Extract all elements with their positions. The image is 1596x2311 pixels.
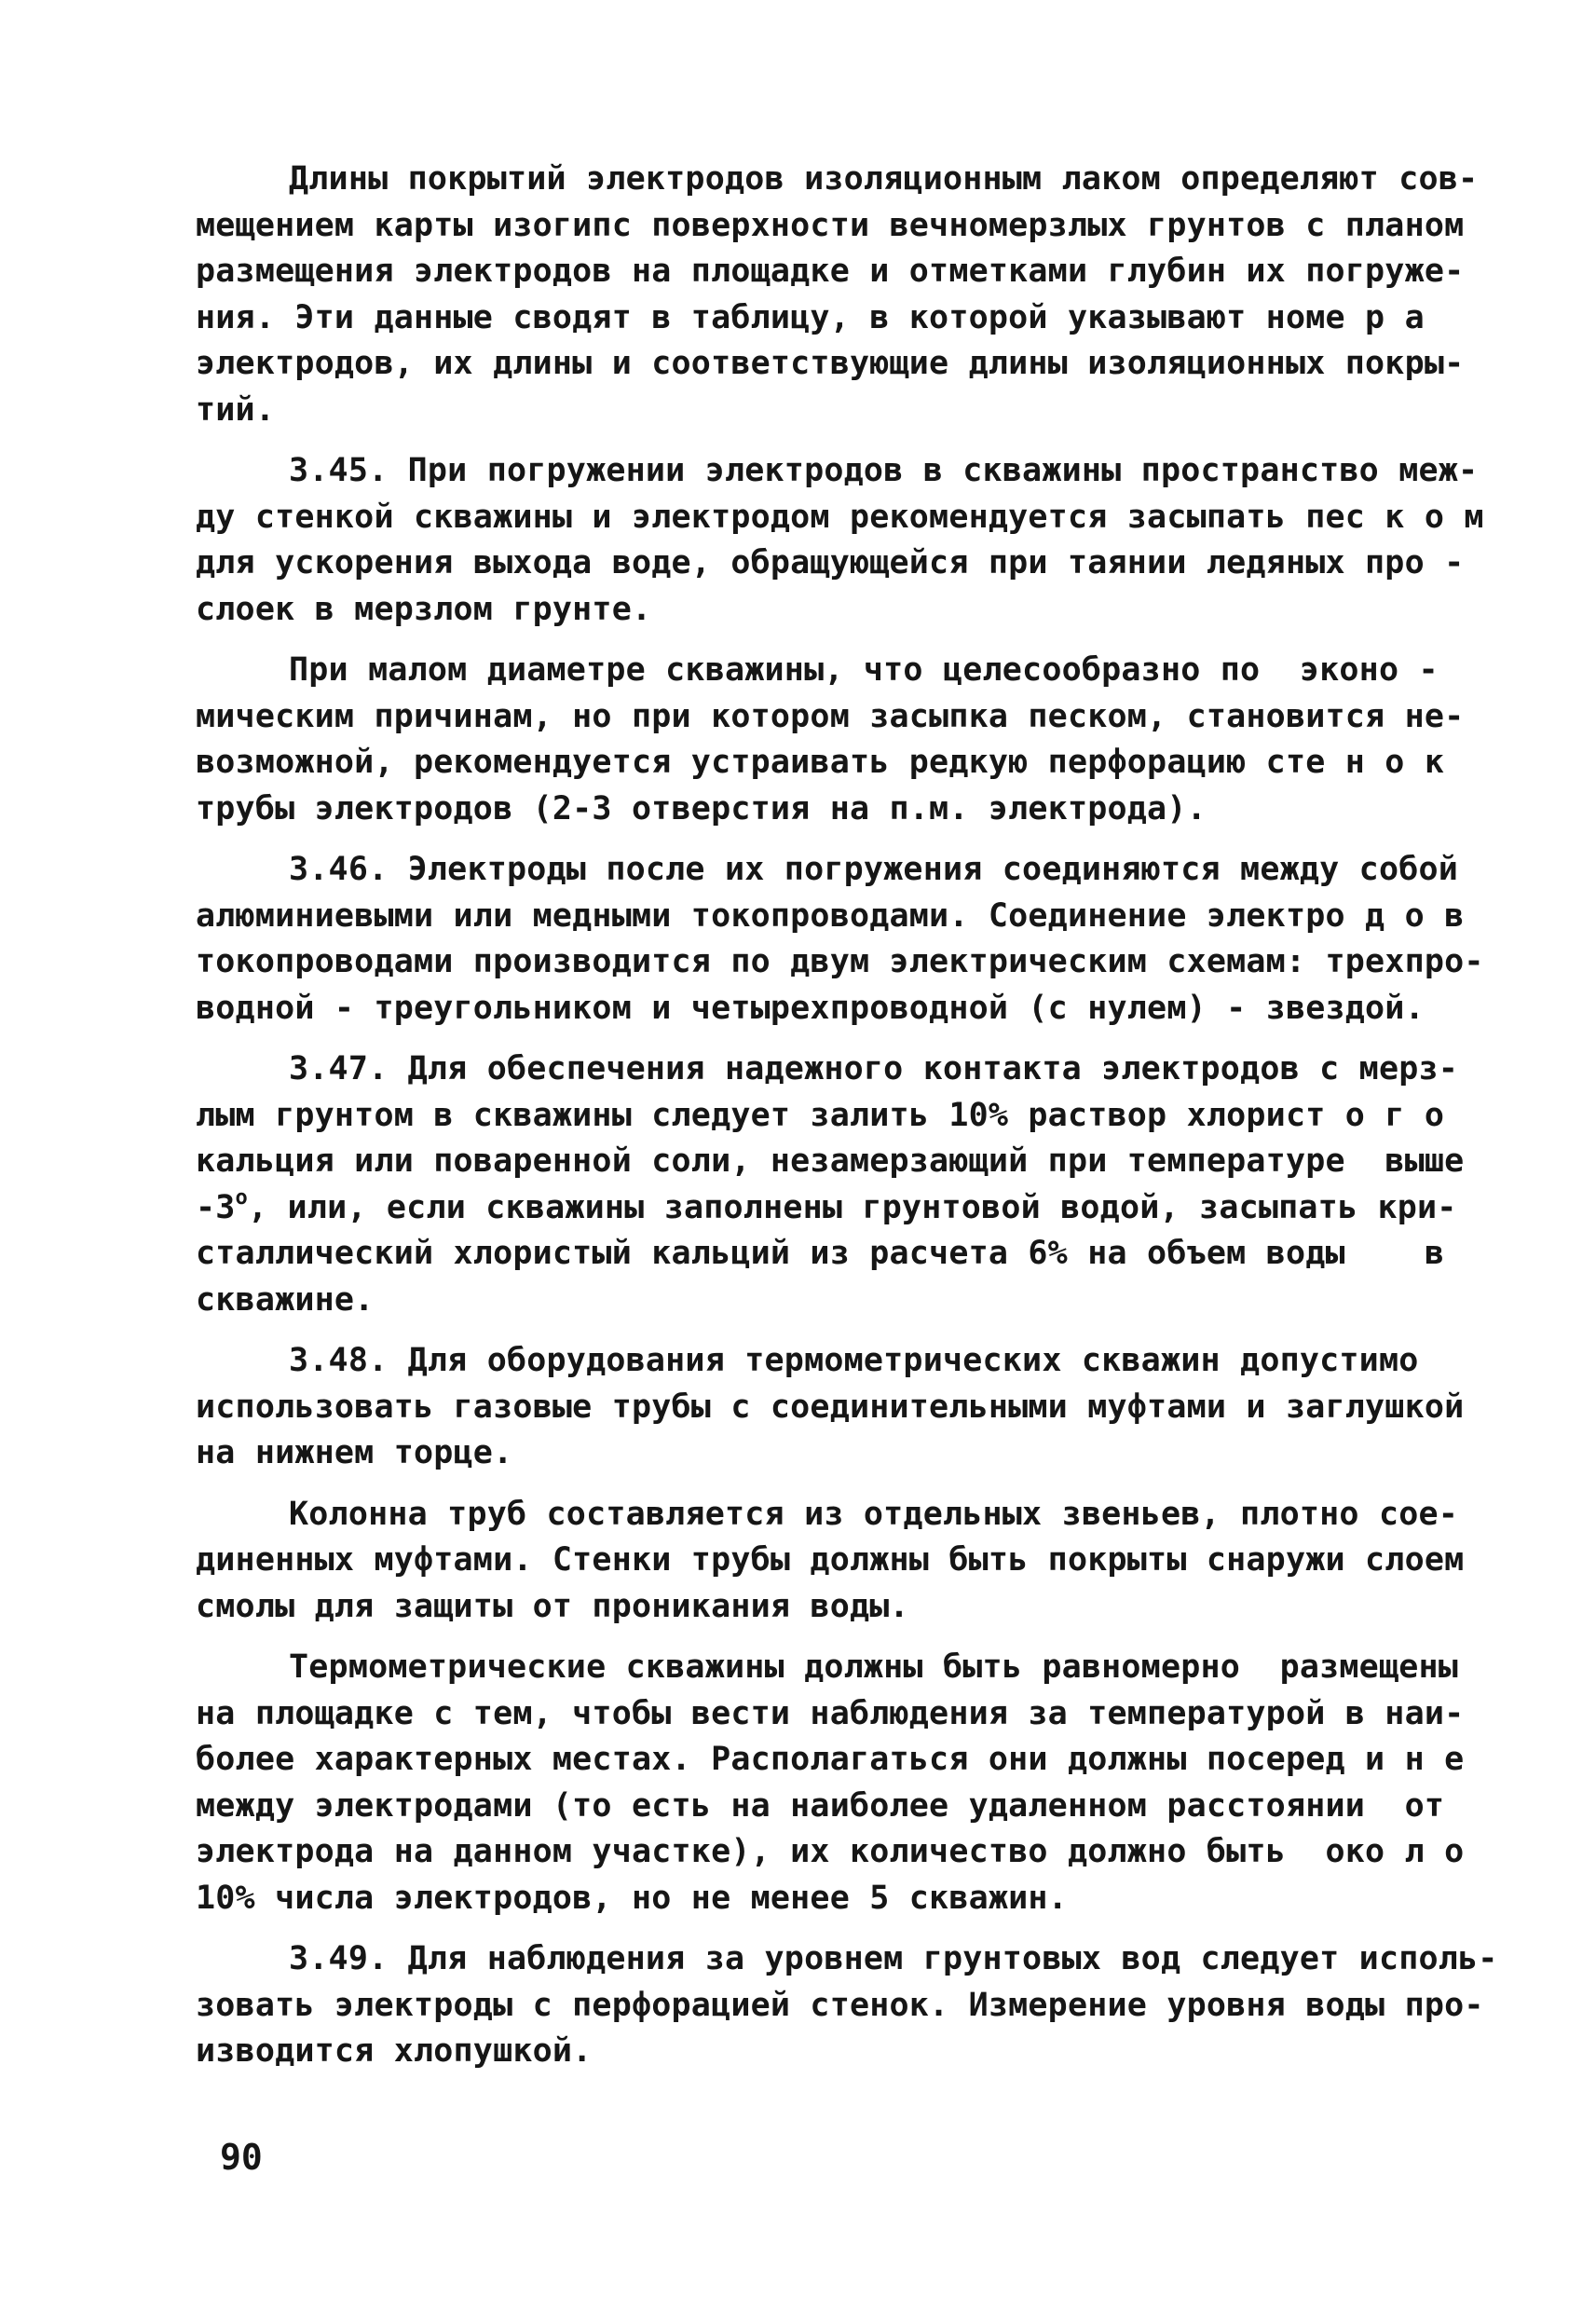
text-line: алюминиевыми или медными токопроводами. Соединение электро д о в [196,896,1465,935]
text-line: трубы электродов (2-3 отверстия на п.м. электрода). [196,789,1207,827]
text-line: кальция или поваренной соли, незамерзающий при температуре выше [196,1142,1465,1180]
text-line: диненных муфтами. Стенки трубы должны быть покрыты снаружи слоем [196,1541,1465,1579]
text-line: 10% числа электродов, но не менее 5 скважин. [196,1879,1068,1917]
text-line: водной - треугольником и четырехпроводной (с нулем) - звездой. [196,989,1425,1027]
text-line: на нижнем торце. [196,1434,513,1471]
text-line: токопроводами производится по двум электрическим схемам: трехпро- [196,943,1484,980]
text-line: на площадке с тем, чтобы вести наблюдения за температурой в наи- [196,1694,1465,1732]
body-text [196,157,1498,2075]
text-line: использовать газовые трубы с соединительными муфтами и заглушкой [196,1388,1465,1426]
text-line: сталлический хлористый кальций из расчета 6% на объем воды в [196,1235,1445,1272]
paragraph-isolation-lengths [196,157,1479,433]
paragraph-3-48 [196,1338,1465,1477]
paragraph-pipe-column [196,1492,1465,1631]
text-line: мещением карты изогипс поверхности вечномерзлых грунтов с планом [196,206,1465,244]
text-line: Длины покрытий электродов изоляционным лаком определяют сов- [289,160,1479,198]
page-number: 90 [220,2137,263,2178]
text-line: мическим причинам, но при котором засыпка песком, становится не- [196,697,1465,735]
text-line: изводится хлопушкой. [196,2032,593,2070]
text-fragment-rest: , или, если скважины заполнены грунтовой водой, засыпать кри- [248,1188,1457,1226]
text-line: электрода на данном участке), их количество должно быть око л о [196,1833,1465,1870]
text-line: 3.45. При погружении электродов в скважины пространство меж- [289,452,1479,489]
paragraph-3-49 [196,1936,1498,2075]
paragraph-thermometric-wells [196,1645,1465,1921]
text-line: зовать электроды с перфорацией стенок. Измерение уровня воды про- [196,1986,1484,2024]
text-line-with-degree [196,1185,1457,1232]
text-line: более характерных местах. Располагаться они должны посеред и н е [196,1741,1465,1778]
paragraph-3-45 [196,448,1484,633]
text-line: смолы для защиты от проникания воды. [196,1587,909,1625]
text-line: слоек в мерзлом грунте. [196,590,652,628]
text-line: размещения электродов на площадке и отметками глубин их погруже- [196,253,1465,290]
text-line: скважине. [196,1280,375,1319]
paragraph-3-46 [196,847,1484,1032]
text-line: 3.47. Для обеспечения надежного контакта электродов с мерз- [289,1050,1459,1087]
text-line: 3.48. Для оборудования термометрических скважин допустимо [289,1342,1419,1379]
text-line: 3.49. Для наблюдения за уровнем грунтовых вод следует исполь- [289,1940,1498,1977]
degree-mark: о [235,1185,248,1210]
paragraph-small-diameter [196,648,1465,832]
text-line: ния. Эти данные сводят в таблицу, в которой указывают номе р а [196,298,1425,336]
text-line: ду стенкой скважины и электродом рекомендуется засыпать пес к о м [196,498,1484,536]
text-line: При малом диаметре скважины, что целесообразно по эконо - [289,651,1439,689]
paragraph-3-47 [196,1046,1465,1323]
text-line: лым грунтом в скважины следует залить 10% раствор хлорист о г о [196,1096,1445,1134]
text-line: между электродами (то есть на наиболее удаленном расстоянии от [196,1786,1445,1825]
text-line: 3.46. Электроды после их погружения соединяются между собой [289,851,1459,888]
text-line: Термометрические скважины должны быть равномерно размещены [289,1648,1459,1686]
text-line: Колонна труб составляется из отдельных звеньев, плотно сое- [289,1495,1459,1533]
text-line: возможной, рекомендуется устраивать редкую перфорацию сте н о к [196,744,1445,781]
text-line: электродов, их длины и соответствующие длины изоляционных покры- [196,345,1465,382]
text-line: тий. [196,390,276,429]
text-line: для ускорения выхода воде, обращующейся при таянии ледяных про - [196,544,1465,581]
text-fragment: -3 [196,1188,236,1226]
